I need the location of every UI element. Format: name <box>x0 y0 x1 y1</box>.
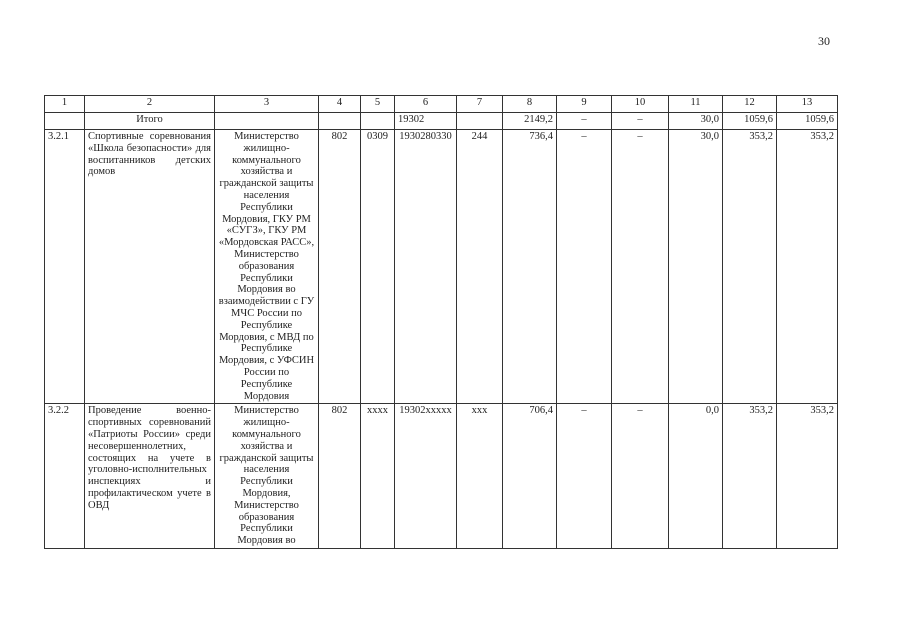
column-number: 7 <box>457 96 503 113</box>
cell-c11: 0,0 <box>669 404 723 549</box>
cell-c13: 353,2 <box>777 404 838 549</box>
cell-c10: – <box>612 130 669 404</box>
column-number: 3 <box>215 96 319 113</box>
column-number: 1 <box>45 96 85 113</box>
cell-c6: 19302ххххх <box>395 404 457 549</box>
column-number: 9 <box>557 96 612 113</box>
cell-c13: 353,2 <box>777 130 838 404</box>
total-code: 19302 <box>395 113 457 130</box>
column-number: 2 <box>85 96 215 113</box>
executors: Министерство жилищно-коммунального хозяйства и гражданской защиты населения Республики Мордовия, Министерство образования Республики Мордовия во <box>215 404 319 549</box>
cell-c11: 30,0 <box>669 130 723 404</box>
cell-c4: 802 <box>319 404 361 549</box>
table-row <box>45 130 838 404</box>
column-number: 12 <box>723 96 777 113</box>
cell-c9: – <box>557 130 612 404</box>
cell-c6: 1930280330 <box>395 130 457 404</box>
executors: Министерство жилищно-коммунального хозяйства и гражданской защиты населения Республики Мордовия, ГКУ РМ «СУГЗ», ГКУ РМ «Мордовская РАСС», Министерство образования Республики Мордовия во взаимодействии с ГУ МЧС России по Республике Мордовия, с МВД по Республике Мордовия, с УФСИН России по Республике Мордовия <box>215 130 319 404</box>
page-number: 30 <box>818 34 830 48</box>
cell-c4: 802 <box>319 130 361 404</box>
total-label: Итого <box>85 113 215 130</box>
total-c11: 30,0 <box>669 113 723 130</box>
cell-c12: 353,2 <box>723 130 777 404</box>
total-sum: 2149,2 <box>503 113 557 130</box>
column-number: 4 <box>319 96 361 113</box>
cell-c12: 353,2 <box>723 404 777 549</box>
column-number: 13 <box>777 96 838 113</box>
total-row <box>45 113 838 130</box>
column-number: 5 <box>361 96 395 113</box>
column-number: 10 <box>612 96 669 113</box>
cell-c9: – <box>557 404 612 549</box>
cell-c7: 244 <box>457 130 503 404</box>
column-number: 11 <box>669 96 723 113</box>
row-number: 3.2.2 <box>45 404 85 549</box>
total-c13: 1059,6 <box>777 113 838 130</box>
row-number: 3.2.1 <box>45 130 85 404</box>
total-c9: – <box>557 113 612 130</box>
event-name: Спортивные соревнования «Школа безопасности» для воспитанников детских домов <box>85 130 215 404</box>
cell-c5: хххх <box>361 404 395 549</box>
cell-c7: ххх <box>457 404 503 549</box>
column-number-row <box>45 96 838 113</box>
column-number: 8 <box>503 96 557 113</box>
column-number: 6 <box>395 96 457 113</box>
total-c12: 1059,6 <box>723 113 777 130</box>
cell-c8: 736,4 <box>503 130 557 404</box>
budget-table <box>44 95 838 549</box>
total-c10: – <box>612 113 669 130</box>
event-name: Проведение военно-спортивных соревнований «Патриоты России» среди несовершеннолетних, состоящих на учете в уголовно-исполнительных инспекциях и профилактическом учете в ОВД <box>85 404 215 549</box>
table-row <box>45 404 838 549</box>
cell-c10: – <box>612 404 669 549</box>
cell-c5: 0309 <box>361 130 395 404</box>
cell-c8: 706,4 <box>503 404 557 549</box>
